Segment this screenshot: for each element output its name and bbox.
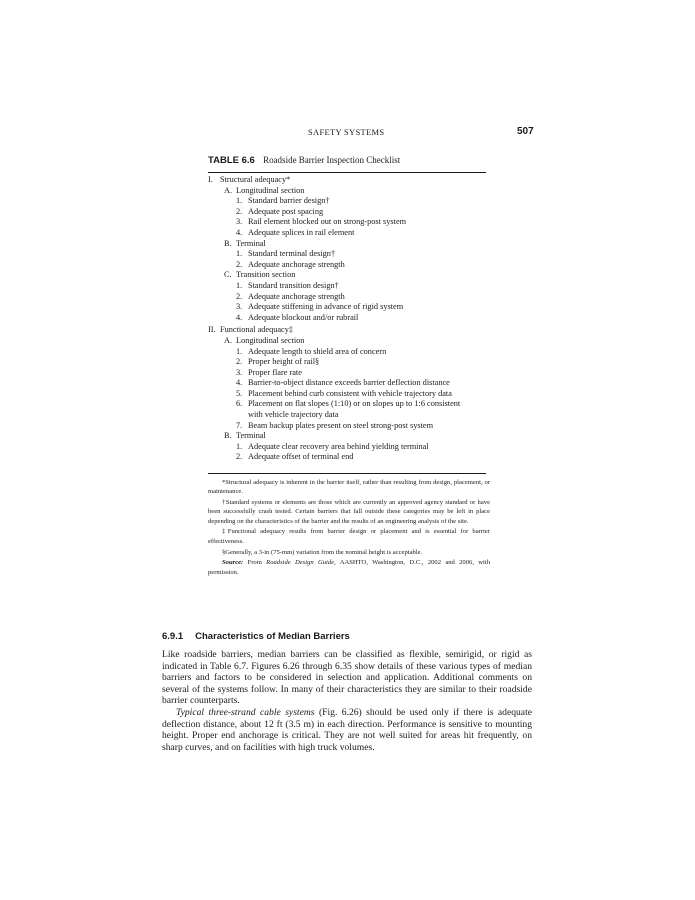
footnote-height: §Generally, a 3-in (75-mm) variation from the nominal height is acceptable. xyxy=(222,548,423,556)
paragraph-1: Like roadside barriers, median barriers can be classified as flexible, semirigid, or rigid as indicated in Table 6.7. Figures 6.26 through 6.35 show details of these various types of median barriers and factors to be considered in selection and application. Additional comments on several of the systems follow. In many of their characteristics they are similar to their roadside barrier counterparts. xyxy=(162,649,532,707)
checklist-item-text: with vehicle trajectory data xyxy=(248,410,339,420)
table-footnotes xyxy=(208,478,490,578)
checklist-item-marker: 6. xyxy=(236,399,243,409)
checklist-item xyxy=(208,260,488,271)
checklist-item xyxy=(208,378,488,389)
checklist-item xyxy=(208,196,488,207)
checklist-item-text: Standard transition design† xyxy=(248,280,339,290)
checklist-item-text: Rail element blocked out on strong-post system xyxy=(248,217,407,227)
checklist-item-text: Barrier-to-object distance exceeds barrier deflection distance xyxy=(248,378,450,388)
running-head-title: SAFETY SYSTEMS xyxy=(308,127,385,137)
checklist-item-marker: 1. xyxy=(236,346,243,356)
section-body xyxy=(162,649,532,753)
checklist-item-marker: 1. xyxy=(236,196,243,206)
checklist-item xyxy=(208,249,488,260)
checklist-item-marker: 3. xyxy=(236,217,243,227)
checklist-item-marker: 2. xyxy=(236,291,243,301)
checklist-item-marker: A. xyxy=(224,185,233,195)
checklist-item-text: Adequate stiffening in advance of rigid system xyxy=(248,302,404,312)
checklist-item xyxy=(208,336,488,347)
checklist-item-marker: B. xyxy=(224,431,232,441)
source-suffix: , AASHTO, Washington, D.C., 2002 and 2006, with permission. xyxy=(208,559,490,576)
checklist-item xyxy=(208,313,488,324)
checklist-item-text: Adequate length to shield area of concern xyxy=(248,346,387,356)
checklist-item-text: Adequate offset of terminal end xyxy=(248,452,354,462)
checklist-item xyxy=(208,442,488,453)
checklist-item xyxy=(208,410,488,421)
checklist-item-marker: II. xyxy=(208,325,216,335)
paragraph-2-text: (Fig. 6.26) should be used only if there is adequate deflection distance, about 12 ft (3.5 m) in each direction. Performance is sensitive to mounting height. Proper end anchorage is critical. They are not well suited for areas hit frequently, on sharp curves, and on facilities with high truck volumes. xyxy=(162,706,532,753)
checklist-item-marker: 2. xyxy=(236,357,243,367)
table-bottom-rule xyxy=(208,473,486,474)
checklist-item-text: Terminal xyxy=(236,238,266,248)
checklist-item-marker: 7. xyxy=(236,420,243,430)
source-prefix: From xyxy=(247,559,262,567)
checklist-item-text: Longitudinal section xyxy=(236,335,305,345)
paragraph-2-emphasis: Typical three-strand cable systems xyxy=(176,706,315,718)
checklist-item xyxy=(208,175,488,186)
checklist-item-marker: 1. xyxy=(236,280,243,290)
checklist-item-marker: 2. xyxy=(236,206,243,216)
checklist-item-marker: C. xyxy=(224,270,232,280)
checklist-item-text: Terminal xyxy=(236,431,266,441)
checklist-item xyxy=(208,421,488,432)
footnote-source xyxy=(208,558,490,577)
checklist-item-text: Adequate clear recovery area behind yielding terminal xyxy=(248,441,429,451)
checklist-item-marker: 4. xyxy=(236,378,243,388)
checklist-item-marker: 5. xyxy=(236,388,243,398)
table-number: TABLE 6.6 xyxy=(208,155,255,166)
checklist-item-text: Beam backup plates present on steel strong-post system xyxy=(248,420,434,430)
checklist-item-text: Standard terminal design† xyxy=(248,249,336,259)
running-head xyxy=(0,127,695,139)
checklist-item-text: Placement behind curb consistent with vehicle trajectory data xyxy=(248,388,452,398)
checklist-item-text: Proper flare rate xyxy=(248,367,302,377)
source-label: Source: xyxy=(222,559,244,567)
checklist-item xyxy=(208,357,488,368)
footnote-structural: *Structural adequacy is inherent in the barrier itself, rather than resulting from design, placement, or maintenance. xyxy=(208,479,490,496)
checklist-item-marker: 2. xyxy=(236,259,243,269)
checklist-item xyxy=(208,270,488,281)
checklist-item xyxy=(208,292,488,303)
section-title: Characteristics of Median Barriers xyxy=(195,631,350,642)
table-caption xyxy=(208,155,400,166)
checklist-item-marker: 3. xyxy=(236,302,243,312)
checklist-item-marker: B. xyxy=(224,238,232,248)
checklist-item xyxy=(208,217,488,228)
checklist-item-marker: 3. xyxy=(236,367,243,377)
checklist-item xyxy=(208,302,488,313)
checklist-item-text: Standard barrier design† xyxy=(248,196,330,206)
checklist-item-text: Adequate anchorage strength xyxy=(248,291,345,301)
section-number: 6.9.1 xyxy=(162,631,184,642)
checklist-item xyxy=(208,347,488,358)
checklist-item xyxy=(208,389,488,400)
table-title: Roadside Barrier Inspection Checklist xyxy=(263,155,401,165)
inspection-checklist xyxy=(208,175,488,463)
checklist-item-marker: 1. xyxy=(236,249,243,259)
checklist-item-marker: 4. xyxy=(236,312,243,322)
checklist-item xyxy=(208,207,488,218)
paragraph-2 xyxy=(162,707,532,753)
checklist-item-marker: 1. xyxy=(236,441,243,451)
source-title: Roadside Design Guide xyxy=(266,559,335,567)
checklist-item-marker: A. xyxy=(224,335,233,345)
checklist-item-text: Adequate anchorage strength xyxy=(248,259,345,269)
checklist-item xyxy=(208,186,488,197)
footnote-functional: ‡Functional adequacy results from barrier design or placement and is essential for barrier effectiveness. xyxy=(208,528,490,545)
checklist-item-text: Structural adequacy* xyxy=(220,175,291,184)
checklist-item xyxy=(208,228,488,239)
checklist-item-text: Transition section xyxy=(236,270,296,280)
checklist-item xyxy=(208,325,488,336)
checklist-item xyxy=(208,368,488,379)
checklist-item xyxy=(208,399,488,410)
checklist-item xyxy=(208,239,488,250)
checklist-item-text: Adequate splices in rail element xyxy=(248,227,355,237)
section-heading xyxy=(162,631,350,642)
checklist-item xyxy=(208,452,488,463)
checklist-item-marker: I. xyxy=(208,175,213,184)
checklist-item-text: Functional adequacy‡ xyxy=(220,325,294,335)
checklist-item-text: Longitudinal section xyxy=(236,185,305,195)
table-top-rule xyxy=(208,172,486,173)
page-number: 507 xyxy=(517,126,534,137)
checklist-item-text: Placement on flat slopes (1:10) or on slopes up to 1:6 consistent xyxy=(248,399,461,409)
checklist-item-marker: 2. xyxy=(236,452,243,462)
checklist-item-text: Adequate blockout and/or rubrail xyxy=(248,312,359,322)
checklist-item-marker: 4. xyxy=(236,227,243,237)
checklist-item xyxy=(208,431,488,442)
footnote-standard: †Standard systems or elements are those which are currently an approved agency standard or have been successfully crash tested. Certain barriers that fall outside these categories may be left in place depending on the characteristics of the barrier and the results of an engineering analysis of the site. xyxy=(208,499,490,525)
checklist-item-text: Adequate post spacing xyxy=(248,206,324,216)
checklist-item xyxy=(208,281,488,292)
checklist-item-text: Proper height of rail§ xyxy=(248,357,320,367)
